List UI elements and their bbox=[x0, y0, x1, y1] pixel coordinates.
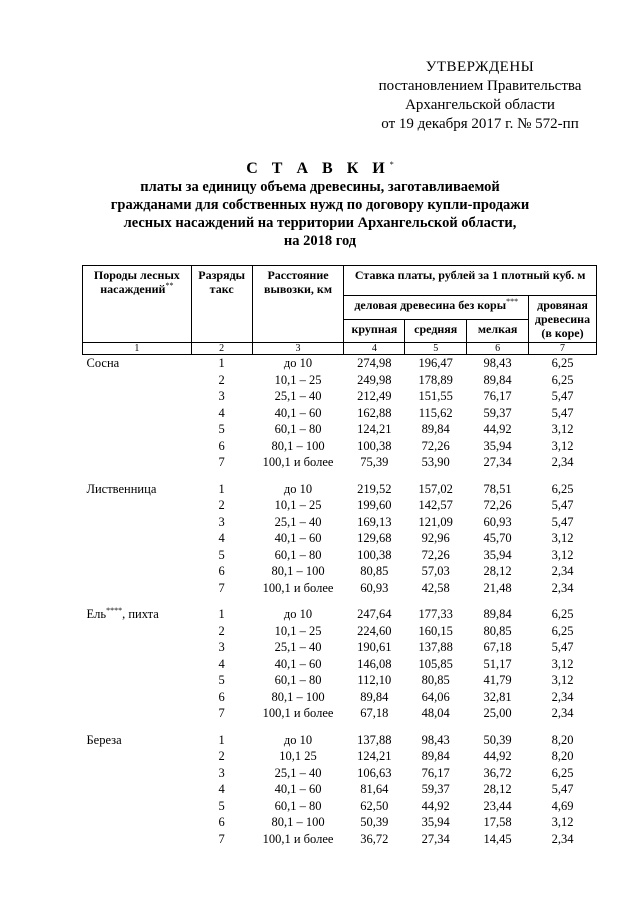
table-row bbox=[83, 606, 597, 623]
column-number: 1 bbox=[83, 343, 192, 355]
column-number: 2 bbox=[191, 343, 252, 355]
table-row bbox=[83, 689, 597, 706]
title-word: С Т А В К И bbox=[246, 160, 390, 177]
table-row bbox=[83, 814, 597, 831]
table-row bbox=[83, 530, 597, 547]
table-row bbox=[83, 481, 597, 498]
table-row bbox=[83, 580, 597, 597]
distance-cell: 40,1 – 60 bbox=[274, 656, 322, 671]
species-name: Лиственница bbox=[86, 481, 157, 496]
header-species: Породы лесных насаждений** bbox=[83, 266, 192, 343]
small-cell: 28,12 bbox=[483, 564, 512, 579]
fuel-cell: 2,34 bbox=[551, 564, 574, 579]
medium-cell: 42,58 bbox=[421, 580, 450, 595]
species-cell bbox=[83, 563, 192, 580]
medium-cell: 105,85 bbox=[418, 656, 453, 671]
species-cell bbox=[83, 580, 192, 597]
species-name: Ель bbox=[86, 607, 107, 622]
grade-cell: 1 bbox=[218, 481, 225, 496]
species-name: Сосна bbox=[86, 356, 120, 371]
footnote-mark: ** bbox=[165, 281, 174, 290]
small-cell: 44,92 bbox=[483, 749, 512, 764]
small-cell: 35,94 bbox=[483, 547, 512, 562]
medium-cell: 44,92 bbox=[421, 798, 450, 813]
table-row bbox=[83, 765, 597, 782]
medium-cell: 157,02 bbox=[418, 481, 453, 496]
column-number: 4 bbox=[344, 343, 405, 355]
small-cell: 60,93 bbox=[483, 514, 512, 529]
fuel-cell: 3,12 bbox=[551, 438, 574, 453]
medium-cell: 53,90 bbox=[421, 455, 450, 470]
distance-cell: 40,1 – 60 bbox=[274, 405, 322, 420]
rates-table bbox=[82, 265, 597, 847]
distance-cell: 100,1 и более bbox=[262, 455, 334, 470]
large-cell: 274,98 bbox=[357, 356, 392, 371]
table-row bbox=[83, 563, 597, 580]
header-fuel-wood: дровяная древесина (в коре) bbox=[529, 296, 597, 343]
grade-cell: 5 bbox=[218, 798, 225, 813]
approval-line: постановлением Правительства bbox=[378, 78, 582, 94]
small-cell: 32,81 bbox=[483, 689, 512, 704]
species-cell bbox=[83, 814, 192, 831]
medium-cell: 115,62 bbox=[418, 405, 453, 420]
medium-cell: 89,84 bbox=[421, 749, 450, 764]
distance-cell: 60,1 – 80 bbox=[274, 422, 322, 437]
distance-cell: до 10 bbox=[283, 481, 313, 496]
fuel-cell: 3,12 bbox=[551, 673, 574, 688]
grade-cell: 4 bbox=[218, 782, 225, 797]
small-cell: 59,37 bbox=[483, 405, 512, 420]
small-cell: 41,79 bbox=[483, 673, 512, 688]
medium-cell: 98,43 bbox=[421, 732, 450, 747]
species-cell bbox=[83, 705, 192, 722]
grade-cell: 1 bbox=[218, 732, 225, 747]
table-body bbox=[83, 355, 597, 848]
table-row bbox=[83, 781, 597, 798]
fuel-cell: 2,34 bbox=[551, 580, 574, 595]
species-cell bbox=[83, 405, 192, 422]
species-cell bbox=[83, 765, 192, 782]
fuel-cell: 3,12 bbox=[551, 815, 574, 830]
small-cell: 14,45 bbox=[483, 831, 512, 846]
column-number: 3 bbox=[252, 343, 344, 355]
large-cell: 124,21 bbox=[357, 422, 392, 437]
fuel-cell: 5,47 bbox=[551, 782, 574, 797]
large-cell: 81,64 bbox=[360, 782, 389, 797]
large-cell: 247,64 bbox=[357, 607, 392, 622]
distance-cell: до 10 bbox=[283, 732, 313, 747]
table-row bbox=[83, 497, 597, 514]
grade-cell: 6 bbox=[218, 815, 225, 830]
small-cell: 23,44 bbox=[483, 798, 512, 813]
distance-cell: 10,1 25 bbox=[279, 749, 317, 764]
grade-cell: 7 bbox=[218, 455, 225, 470]
species-name: Береза bbox=[86, 732, 122, 747]
fuel-cell: 6,25 bbox=[551, 356, 574, 371]
fuel-cell: 5,47 bbox=[551, 389, 574, 404]
table-row bbox=[83, 623, 597, 640]
fuel-cell: 8,20 bbox=[551, 732, 574, 747]
medium-cell: 177,33 bbox=[418, 607, 453, 622]
header-distance: Расстояние вывозки, км bbox=[252, 266, 344, 343]
title-line: гражданами для собственных нужд по договору купли-продажи bbox=[110, 197, 530, 213]
group-spacer bbox=[83, 471, 597, 481]
distance-cell: 60,1 – 80 bbox=[274, 673, 322, 688]
distance-cell: 40,1 – 60 bbox=[274, 531, 322, 546]
table-row bbox=[83, 748, 597, 765]
table-row bbox=[83, 656, 597, 673]
grade-cell: 4 bbox=[218, 656, 225, 671]
grade-cell: 1 bbox=[218, 356, 225, 371]
species-cell bbox=[83, 672, 192, 689]
table-row bbox=[83, 405, 597, 422]
species-cell bbox=[83, 606, 192, 623]
fuel-cell: 3,12 bbox=[551, 531, 574, 546]
species-cell bbox=[83, 639, 192, 656]
small-cell: 89,84 bbox=[483, 607, 512, 622]
species-cell bbox=[83, 798, 192, 815]
table-row bbox=[83, 355, 597, 372]
medium-cell: 196,47 bbox=[418, 356, 453, 371]
table-row bbox=[83, 831, 597, 848]
grade-cell: 5 bbox=[218, 422, 225, 437]
large-cell: 36,72 bbox=[360, 831, 389, 846]
small-cell: 36,72 bbox=[483, 765, 512, 780]
small-cell: 72,26 bbox=[483, 498, 512, 513]
fuel-cell: 6,25 bbox=[551, 607, 574, 622]
distance-cell: 60,1 – 80 bbox=[274, 798, 322, 813]
small-cell: 76,17 bbox=[483, 389, 512, 404]
large-cell: 62,50 bbox=[360, 798, 389, 813]
title-line: платы за единицу объема древесины, заготавливаемой bbox=[140, 179, 500, 195]
large-cell: 67,18 bbox=[360, 706, 389, 721]
species-cell bbox=[83, 372, 192, 389]
species-cell bbox=[83, 656, 192, 673]
fuel-cell: 4,69 bbox=[551, 798, 574, 813]
species-cell bbox=[83, 530, 192, 547]
medium-cell: 80,85 bbox=[421, 673, 450, 688]
species-cell bbox=[83, 689, 192, 706]
fuel-cell: 2,34 bbox=[551, 455, 574, 470]
grade-cell: 1 bbox=[218, 607, 225, 622]
large-cell: 80,85 bbox=[360, 564, 389, 579]
small-cell: 25,00 bbox=[483, 706, 512, 721]
table-row bbox=[83, 372, 597, 389]
large-cell: 100,38 bbox=[357, 547, 392, 562]
table-row bbox=[83, 798, 597, 815]
small-cell: 50,39 bbox=[483, 732, 512, 747]
distance-cell: 80,1 – 100 bbox=[271, 438, 325, 453]
grade-cell: 7 bbox=[218, 831, 225, 846]
table-row bbox=[83, 421, 597, 438]
fuel-cell: 6,25 bbox=[551, 372, 574, 387]
grade-cell: 2 bbox=[218, 372, 225, 387]
grade-cell: 2 bbox=[218, 749, 225, 764]
fuel-cell: 2,34 bbox=[551, 831, 574, 846]
grade-cell: 2 bbox=[218, 498, 225, 513]
document-title bbox=[90, 160, 550, 250]
grade-cell: 3 bbox=[218, 765, 225, 780]
species-cell bbox=[83, 781, 192, 798]
species-cell bbox=[83, 732, 192, 749]
header-business-wood: деловая древесина без коры*** bbox=[344, 296, 529, 320]
species-cell bbox=[83, 497, 192, 514]
distance-cell: 100,1 и более bbox=[262, 706, 334, 721]
small-cell: 17,58 bbox=[483, 815, 512, 830]
small-cell: 28,12 bbox=[483, 782, 512, 797]
grade-cell: 7 bbox=[218, 706, 225, 721]
table-row bbox=[83, 732, 597, 749]
large-cell: 162,88 bbox=[357, 405, 392, 420]
table-row bbox=[83, 454, 597, 471]
fuel-cell: 5,47 bbox=[551, 498, 574, 513]
grade-cell: 2 bbox=[218, 623, 225, 638]
species-cell bbox=[83, 623, 192, 640]
table-row bbox=[83, 672, 597, 689]
large-cell: 137,88 bbox=[357, 732, 392, 747]
group-spacer bbox=[83, 596, 597, 606]
small-cell: 89,84 bbox=[483, 372, 512, 387]
large-cell: 89,84 bbox=[360, 689, 389, 704]
header-grade: Разряды такс bbox=[191, 266, 252, 343]
large-cell: 124,21 bbox=[357, 749, 392, 764]
medium-cell: 121,09 bbox=[418, 514, 453, 529]
distance-cell: 80,1 – 100 bbox=[271, 815, 325, 830]
large-cell: 190,61 bbox=[357, 640, 392, 655]
fuel-cell: 3,12 bbox=[551, 656, 574, 671]
medium-cell: 178,89 bbox=[418, 372, 453, 387]
fuel-cell: 6,25 bbox=[551, 765, 574, 780]
medium-cell: 59,37 bbox=[421, 782, 450, 797]
grade-cell: 3 bbox=[218, 389, 225, 404]
distance-cell: до 10 bbox=[283, 607, 313, 622]
table-row bbox=[83, 547, 597, 564]
approval-date: от 19 декабря 2017 г. № 572-пп bbox=[381, 116, 579, 132]
fuel-cell: 2,34 bbox=[551, 689, 574, 704]
group-spacer bbox=[83, 722, 597, 732]
column-number: 6 bbox=[467, 343, 529, 355]
table-row bbox=[83, 438, 597, 455]
large-cell: 219,52 bbox=[357, 481, 392, 496]
medium-cell: 48,04 bbox=[421, 706, 450, 721]
species-cell bbox=[83, 514, 192, 531]
fuel-cell: 2,34 bbox=[551, 706, 574, 721]
species-cell bbox=[83, 438, 192, 455]
footnote-mark: **** bbox=[106, 606, 123, 616]
table-row bbox=[83, 705, 597, 722]
large-cell: 199,60 bbox=[357, 498, 392, 513]
small-cell: 27,34 bbox=[483, 455, 512, 470]
distance-cell: до 10 bbox=[283, 356, 313, 371]
distance-cell: 25,1 – 40 bbox=[274, 640, 322, 655]
fuel-cell: 3,12 bbox=[551, 422, 574, 437]
header-small: мелкая bbox=[467, 319, 529, 343]
distance-cell: 80,1 – 100 bbox=[271, 564, 325, 579]
distance-cell: 10,1 – 25 bbox=[274, 372, 322, 387]
large-cell: 50,39 bbox=[360, 815, 389, 830]
species-cell bbox=[83, 388, 192, 405]
distance-cell: 10,1 – 25 bbox=[274, 498, 322, 513]
species-cell bbox=[83, 748, 192, 765]
fuel-cell: 5,47 bbox=[551, 514, 574, 529]
fuel-cell: 3,12 bbox=[551, 547, 574, 562]
small-cell: 80,85 bbox=[483, 623, 512, 638]
distance-cell: 40,1 – 60 bbox=[274, 782, 322, 797]
species-cell bbox=[83, 481, 192, 498]
small-cell: 78,51 bbox=[483, 481, 512, 496]
small-cell: 45,70 bbox=[483, 531, 512, 546]
large-cell: 249,98 bbox=[357, 372, 392, 387]
medium-cell: 76,17 bbox=[421, 765, 450, 780]
large-cell: 106,63 bbox=[357, 765, 392, 780]
medium-cell: 160,15 bbox=[418, 623, 453, 638]
species-cell bbox=[83, 547, 192, 564]
grade-cell: 4 bbox=[218, 531, 225, 546]
fuel-cell: 5,47 bbox=[551, 405, 574, 420]
title-line: лесных насаждений на территории Архангельской области, bbox=[123, 215, 517, 231]
species-cell bbox=[83, 831, 192, 848]
table-row bbox=[83, 514, 597, 531]
species-cell bbox=[83, 454, 192, 471]
distance-cell: 80,1 – 100 bbox=[271, 689, 325, 704]
medium-cell: 57,03 bbox=[421, 564, 450, 579]
footnote-mark: * bbox=[389, 160, 394, 170]
grade-cell: 3 bbox=[218, 640, 225, 655]
grade-cell: 6 bbox=[218, 564, 225, 579]
medium-cell: 142,57 bbox=[418, 498, 453, 513]
grade-cell: 5 bbox=[218, 673, 225, 688]
medium-cell: 35,94 bbox=[421, 815, 450, 830]
large-cell: 60,93 bbox=[360, 580, 389, 595]
medium-cell: 151,55 bbox=[418, 389, 453, 404]
approval-block bbox=[360, 58, 600, 134]
small-cell: 51,17 bbox=[483, 656, 512, 671]
approval-line: Архангельской области bbox=[405, 97, 555, 113]
distance-cell: 25,1 – 40 bbox=[274, 514, 322, 529]
medium-cell: 137,88 bbox=[418, 640, 453, 655]
column-number: 7 bbox=[529, 343, 597, 355]
header-medium: средняя bbox=[405, 319, 467, 343]
distance-cell: 25,1 – 40 bbox=[274, 389, 322, 404]
large-cell: 112,10 bbox=[357, 673, 392, 688]
fuel-cell: 6,25 bbox=[551, 623, 574, 638]
fuel-cell: 6,25 bbox=[551, 481, 574, 496]
large-cell: 75,39 bbox=[360, 455, 389, 470]
small-cell: 44,92 bbox=[483, 422, 512, 437]
small-cell: 98,43 bbox=[483, 356, 512, 371]
medium-cell: 92,96 bbox=[421, 531, 450, 546]
medium-cell: 72,26 bbox=[421, 438, 450, 453]
medium-cell: 64,06 bbox=[421, 689, 450, 704]
grade-cell: 3 bbox=[218, 514, 225, 529]
large-cell: 146,08 bbox=[357, 656, 392, 671]
medium-cell: 27,34 bbox=[421, 831, 450, 846]
fuel-cell: 8,20 bbox=[551, 749, 574, 764]
distance-cell: 100,1 и более bbox=[262, 580, 334, 595]
large-cell: 129,68 bbox=[357, 531, 392, 546]
footnote-mark: *** bbox=[506, 297, 519, 306]
small-cell: 21,48 bbox=[483, 580, 512, 595]
distance-cell: 60,1 – 80 bbox=[274, 547, 322, 562]
species-cell bbox=[83, 421, 192, 438]
table-row bbox=[83, 388, 597, 405]
grade-cell: 7 bbox=[218, 580, 225, 595]
species-cell bbox=[83, 355, 192, 372]
distance-cell: 25,1 – 40 bbox=[274, 765, 322, 780]
large-cell: 224,60 bbox=[357, 623, 392, 638]
fuel-cell: 5,47 bbox=[551, 640, 574, 655]
large-cell: 169,13 bbox=[357, 514, 392, 529]
grade-cell: 6 bbox=[218, 438, 225, 453]
large-cell: 212,49 bbox=[357, 389, 392, 404]
small-cell: 67,18 bbox=[483, 640, 512, 655]
medium-cell: 89,84 bbox=[421, 422, 450, 437]
species-suffix: , пихта bbox=[122, 607, 159, 622]
medium-cell: 72,26 bbox=[421, 547, 450, 562]
header-large: крупная bbox=[344, 319, 405, 343]
header-rate: Ставка платы, рублей за 1 плотный куб. м bbox=[344, 266, 597, 296]
grade-cell: 6 bbox=[218, 689, 225, 704]
large-cell: 100,38 bbox=[357, 438, 392, 453]
distance-cell: 10,1 – 25 bbox=[274, 623, 322, 638]
column-number: 5 bbox=[405, 343, 467, 355]
approval-heading: УТВЕРЖДЕНЫ bbox=[425, 59, 535, 75]
distance-cell: 100,1 и более bbox=[262, 831, 334, 846]
title-year: на 2018 год bbox=[283, 233, 357, 249]
small-cell: 35,94 bbox=[483, 438, 512, 453]
table-row bbox=[83, 639, 597, 656]
grade-cell: 4 bbox=[218, 405, 225, 420]
column-number-row bbox=[83, 343, 597, 355]
grade-cell: 5 bbox=[218, 547, 225, 562]
